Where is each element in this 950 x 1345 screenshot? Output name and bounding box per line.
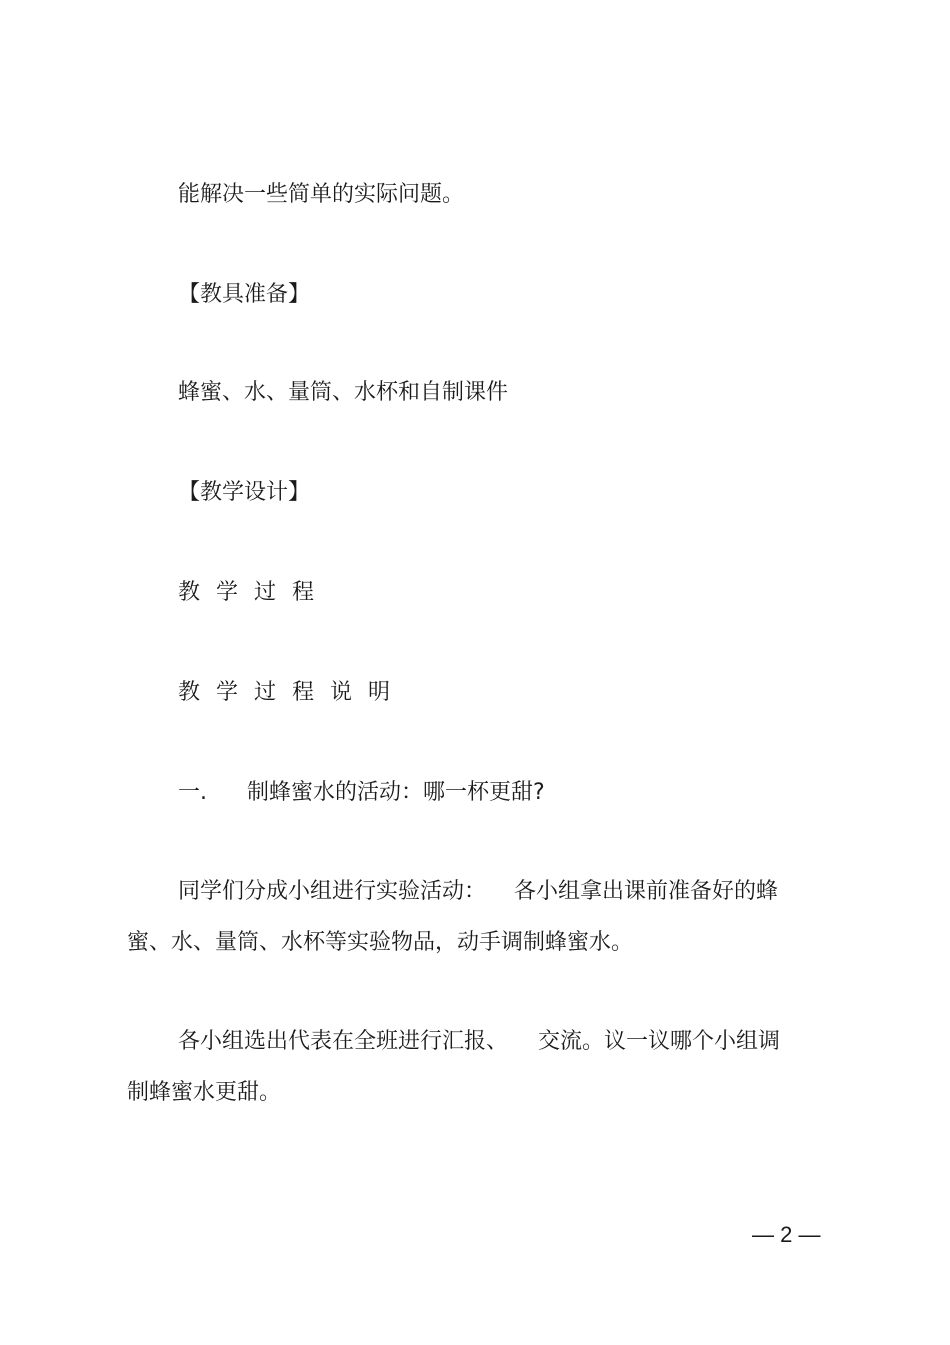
paragraph-text: 同学们分成小组进行实验活动： — [178, 879, 487, 904]
column-heading-process: 教学过程 — [178, 580, 331, 605]
paragraph-1-line-2: 蜜、水、量筒、水杯等实验物品，动手调制蜂蜜水。 — [127, 930, 634, 955]
body-text-line: 能解决一些简单的实际问题。 — [178, 182, 465, 207]
paragraph-2-line-1 — [178, 1027, 780, 1057]
paragraph-2-line-2: 制蜂蜜水更甜。 — [127, 1080, 282, 1105]
paragraph-text: 各小组拿出课前准备好的蜂 — [514, 879, 779, 904]
section-heading-tools: 【教具准备】 — [178, 282, 311, 307]
column-heading-process-notes: 教学过程说明 — [178, 680, 407, 705]
page-number: — 2 — — [752, 1222, 821, 1247]
paragraph-1-line-1 — [178, 877, 778, 907]
section-title-1 — [178, 778, 545, 808]
section-title-text: 制蜂蜜水的活动：哪一杯更甜? — [247, 780, 545, 805]
paragraph-text: 交流。议一议哪个小组调 — [538, 1029, 781, 1054]
paragraph-text: 各小组选出代表在全班进行汇报、 — [178, 1029, 509, 1054]
section-number: 一. — [178, 780, 207, 805]
tools-list: 蜂蜜、水、量筒、水杯和自制课件 — [178, 380, 509, 405]
section-heading-design: 【教学设计】 — [178, 480, 311, 505]
